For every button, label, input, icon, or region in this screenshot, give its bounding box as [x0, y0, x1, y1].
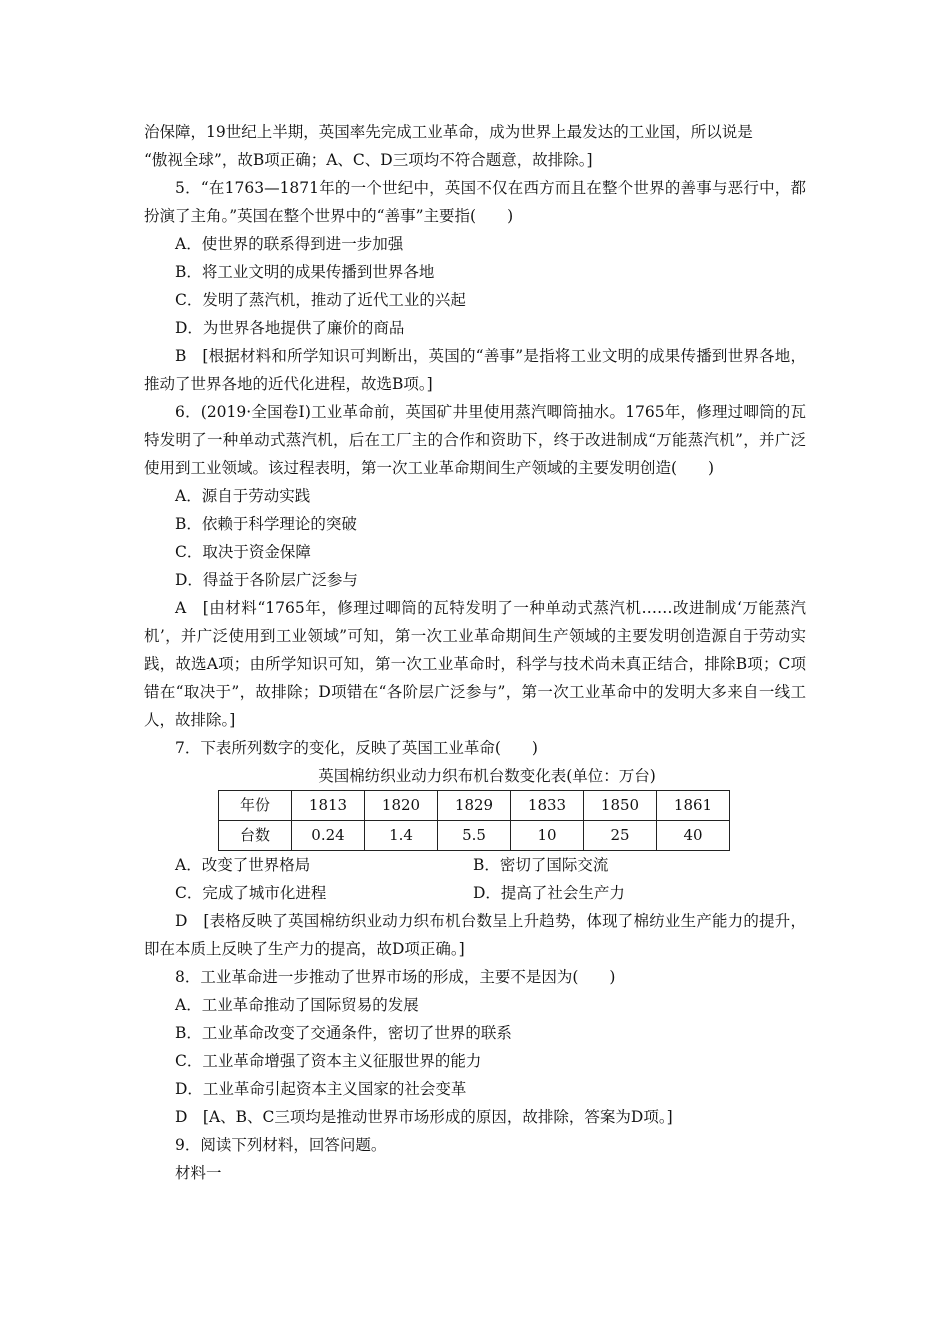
question-8-option-d: D．工业革命引起资本主义国家的社会变革 [175, 1080, 467, 1098]
table-cell: 0.24 [292, 821, 365, 851]
question-9-material-label: 材料一 [175, 1164, 222, 1182]
table-cell: 1833 [511, 791, 584, 821]
table-cell: 25 [584, 821, 657, 851]
table-cell: 1820 [365, 791, 438, 821]
question-8-option-c: C．工业革命增强了资本主义征服世界的能力 [175, 1052, 482, 1070]
prev-answer-line-1: 治保障，19世纪上半期，英国率先完成工业革命，成为世界上最发达的工业国，所以说是 [144, 123, 753, 141]
loom-count-table [218, 790, 730, 851]
document-body [144, 118, 806, 1187]
question-7-options-row-1 [144, 851, 806, 879]
question-6-stem: 6．(2019·全国卷Ⅰ)工业革命前，英国矿井里使用蒸汽唧筒抽水。1765年，修理过唧筒的瓦特发明了一种单动式蒸汽机，后在工厂主的合作和资助下，终于改进制成“万能蒸汽机”，并广泛使用到工业领域。该过程表明，第一次工业革命期间生产领域的主要发明创造( ) [144, 403, 806, 477]
question-7-answer: D [表格反映了英国棉纺织业动力织布机台数呈上升趋势，体现了棉纺业生产能力的提升，即在本质上反映了生产力的提高，故D项正确。] [144, 912, 806, 958]
question-5-option-d: D．为世界各地提供了廉价的商品 [175, 319, 405, 337]
question-6-option-a: A．源自于劳动实践 [175, 487, 311, 505]
table-cell: 年份 [219, 791, 292, 821]
question-9-stem: 9．阅读下列材料，回答问题。 [175, 1136, 387, 1154]
prev-answer-line-2: “傲视全球”，故B项正确；A、C、D三项均不符合题意，故排除。] [144, 151, 593, 169]
question-8-option-a: A．工业革命推动了国际贸易的发展 [175, 996, 419, 1014]
question-8-option-b: B．工业革命改变了交通条件，密切了世界的联系 [175, 1024, 512, 1042]
table-cell: 1829 [438, 791, 511, 821]
question-5-option-a: A．使世界的联系得到进一步加强 [175, 235, 404, 253]
question-5-option-c: C．发明了蒸汽机，推动了近代工业的兴起 [175, 291, 466, 309]
table-cell: 1.4 [365, 821, 438, 851]
question-6-option-b: B．依赖于科学理论的突破 [175, 515, 357, 533]
table-cell: 1813 [292, 791, 365, 821]
question-6-option-d: D．得益于各阶层广泛参与 [175, 571, 358, 589]
table-row [219, 791, 730, 821]
question-5-answer: B [根据材料和所学知识可判断出，英国的“善事”是指将工业文明的成果传播到世界各地，推动了世界各地的近代化进程，故选B项。] [144, 347, 806, 393]
question-8-stem: 8．工业革命进一步推动了世界市场的形成，主要不是因为( ) [175, 968, 616, 986]
table-row [219, 821, 730, 851]
table-cell: 5.5 [438, 821, 511, 851]
question-6-answer: A [由材料“1765年，修理过唧筒的瓦特发明了一种单动式蒸汽机……改进制成‘万能蒸汽机’，并广泛使用到工业领域”可知，第一次工业革命期间生产领域的主要发明创造源自于劳动实践，故选A项；由所学知识可知，第一次工业革命时，科学与技术尚未真正结合，排除B项；C项错在“取决于”，故排除；D项错在“各阶层广泛参与”，第一次工业革命中的发明大多来自一线工人，故排除。] [144, 599, 806, 729]
table-cell: 10 [511, 821, 584, 851]
question-6-option-c: C．取决于资金保障 [175, 543, 311, 561]
table-cell: 1850 [584, 791, 657, 821]
question-7-option-d: D．提高了社会生产力 [473, 884, 625, 902]
question-7-stem: 7．下表所列数字的变化，反映了英国工业革命( ) [175, 739, 538, 757]
table-cell: 1861 [657, 791, 730, 821]
question-7-option-c: C．完成了城市化进程 [175, 884, 327, 902]
question-7-option-a: A．改变了世界格局 [175, 856, 311, 874]
table-caption: 英国棉纺织业动力织布机台数变化表(单位：万台) [318, 767, 656, 785]
question-7-option-b: B．密切了国际交流 [473, 856, 609, 874]
question-5-option-b: B．将工业文明的成果传播到世界各地 [175, 263, 435, 281]
question-5-stem: 5．“在1763—1871年的一个世纪中，英国不仅在西方而且在整个世界的善事与恶行中，都扮演了主角。”英国在整个世界中的“善事”主要指( ) [144, 179, 806, 225]
table-cell: 台数 [219, 821, 292, 851]
table-cell: 40 [657, 821, 730, 851]
question-8-answer: D [A、B、C三项均是推动世界市场形成的原因，故排除，答案为D项。] [175, 1108, 673, 1126]
question-7-options-row-2 [144, 879, 806, 907]
